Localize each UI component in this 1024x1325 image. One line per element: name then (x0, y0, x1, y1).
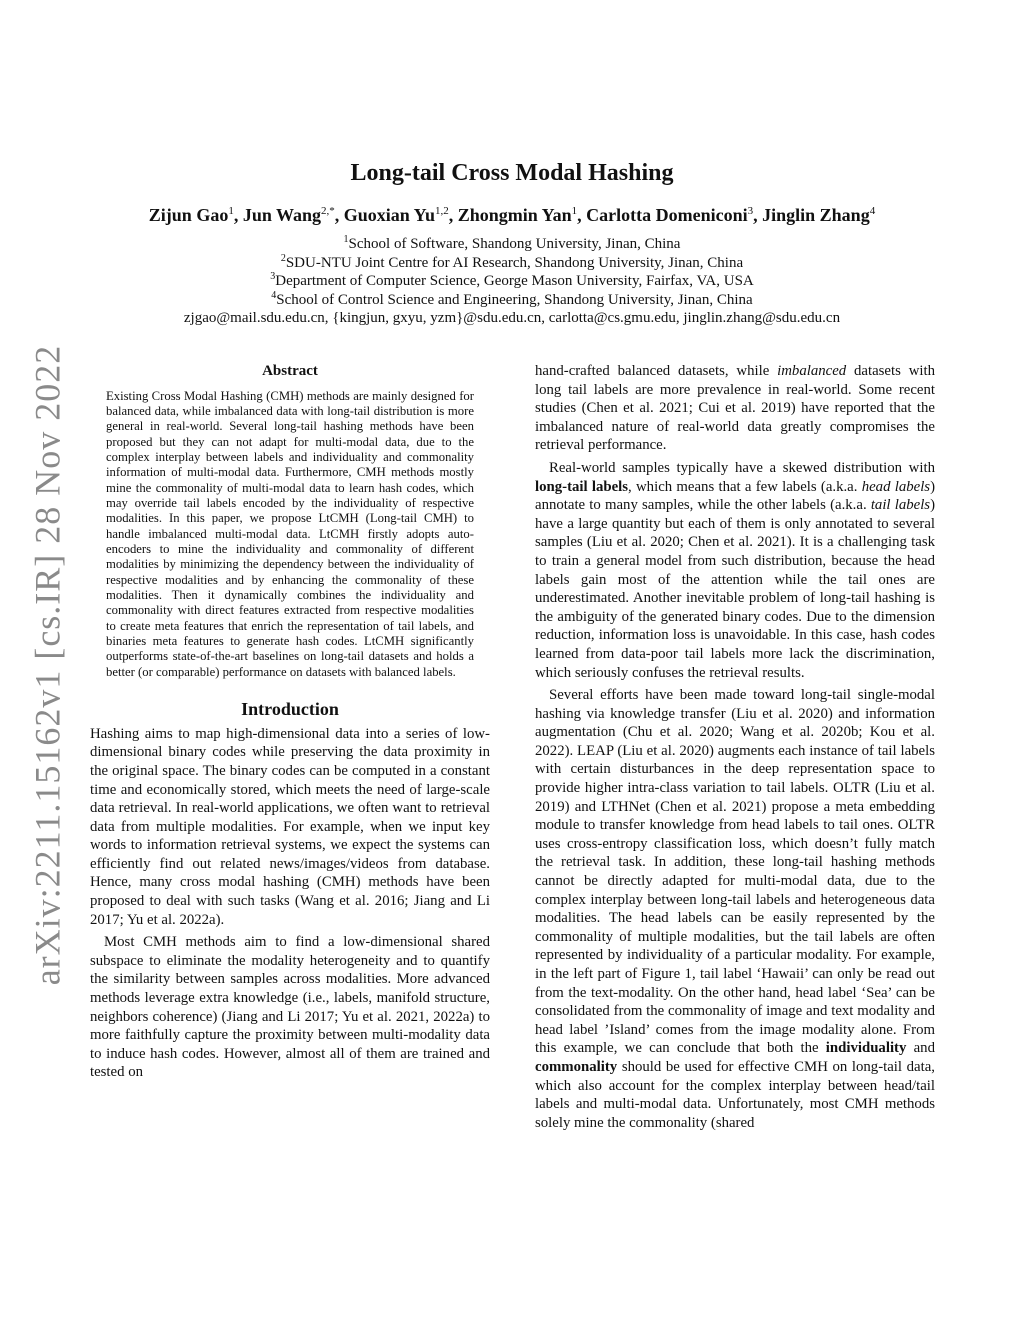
author: Zhongmin Yan$^1$ (457, 205, 578, 225)
right-column (535, 362, 935, 1136)
author-list: Zijun Gao$^1$, Jun Wang$^{2,*}$, Guoxian Yu$^{1,2}$, Zhongmin Yan$^1$, Carlotta Domeniconi$^3$, Jinglin Zhang$^4$ (148, 205, 876, 225)
author: Jinglin Zhang$^4$ (762, 205, 876, 225)
section-heading-introduction: Introduction (241, 699, 339, 720)
paper-title: Long-tail Cross Modal Hashing (350, 160, 674, 186)
paragraph: Real-world samples typically have a skewed distribution with long-tail labels, which means that a few labels (a.k.a. head labels) annotate to many samples, while the other labels (a.k.a. tail labels) have a large quantity but each of them is only annotated to several samples (Liu et al. 2020; Chen et al. 2021). It is a challenging task to train a general model from such distribution, because the head labels gain most of the attention while the tail ones are underestimated. Another inevitable problem of long-tail hashing is the ambiguity of the generated binary codes. Due to the dimension reduction, information loss is unavoidable. In this case, hash codes learned from data-poor tail labels more lack the discrimination, which seriously confuses the retrieval results. (535, 459, 935, 681)
paragraph: hand-crafted balanced datasets, while imbalanced datasets with long tail labels are more prevalence in real-world. Some recent studies (Chen et al. 2021; Cui et al. 2019) have reported that the imbalanced nature of real-world data greatly compromises the retrieval performance. (535, 363, 936, 454)
author: Guoxian Yu$^{1,2}$ (343, 205, 449, 225)
arxiv-identifier: arXiv:2211.15162v1 [cs.IR] 28 Nov 2022 (27, 344, 68, 986)
left-column (90, 362, 490, 1086)
paragraph: Hashing aims to map high-dimensional data into a series of low-dimensional binary codes while preserving the data proximity in the original space. The binary codes can be computed in a constant time and economically stored, which meets the need of large-scale data retrieval. In real-world applications, we often want to retrieval data from multiple modalities. For example, when we input key words to information retrieval systems, we expect the systems can efficiently find out related news/images/videos from database. Hence, many cross modal hashing (CMH) methods have been proposed to deal with such tasks (Wang et al. 2016; Jiang and Li 2017; Yu et al. 2022a). (90, 725, 490, 928)
author: Jun Wang$^{2,*}$ (242, 205, 335, 225)
affiliation: $^4$School of Control Science and Engineering, Shandong University, Jinan, China (271, 289, 753, 308)
author: Carlotta Domeniconi$^3$ (586, 205, 754, 225)
abstract-body: Existing Cross Modal Hashing (CMH) methods are mainly designed for balanced data, while imbalanced data with long-tail distribution is more general in real-world. Several long-tail hashing methods have been proposed but they can not adapt for multi-modal data, due to the complex interplay between labels and individuality and commonality information of multi-modal data. Furthermore, CMH methods mostly mine the commonality of multi-modal data to learn hash codes, which may override tail labels encoded by the individuality of respective modalities. In this paper, we propose LtCMH (Long-tail CMH) to handle imbalanced multi-modal data. LtCMH firstly adopts auto-encoders to mine the individuality and commonality of different modalities by minimizing the dependency between the individuality of respective modalities and by enhancing the commonality of these modalities. Then it dynamically combines the individuality and commonality with direct features extracted from respective modalities to create meta features that enrich the representation of tail labels, and binaries meta features to generate hash codes. LtCMH significantly outperforms state-of-the-art baselines on long-tail datasets and holds a better (or comparable) performance on datasets with balanced labels. (106, 388, 474, 679)
affiliation: $^2$SDU-NTU Joint Centre for AI Research, Shandong University, Jinan, China (280, 252, 744, 271)
affiliations (0, 235, 1024, 328)
arxiv-stamp (22, 345, 72, 985)
abstract (106, 362, 474, 680)
affiliation: $^1$School of Software, Shandong University, Jinan, China (343, 234, 681, 252)
abstract-heading: Abstract (262, 363, 318, 379)
paragraph: Most CMH methods aim to find a low-dimensional shared subspace to eliminate the modality heterogeneity and to quantify the similarity between samples across modalities. More advanced methods leverage extra knowledge (i.e., labels, manifold structure, neighbors coherence) (Jiang and Li 2017; Yu et al. 2021, 2022a) to more faithfully capture the proximity between multi-modality data to induce hash codes. However, almost all of them are trained and tested on (90, 934, 490, 1081)
author: Zijun Gao$^1$ (148, 205, 234, 225)
email-list: zjgao@mail.sdu.edu.cn, {kingjun, gxyu, yzm}@sdu.edu.cn, carlotta@cs.gmu.edu, jinglin.zhang@sdu.edu.cn (183, 310, 841, 326)
affiliation: $^3$Department of Computer Science, George Mason University, Fairfax, VA, USA (270, 271, 754, 289)
paragraph: Several efforts have been made toward long-tail single-modal hashing via knowledge transfer (Liu et al. 2020) and information augmentation (Chu et al. 2020; Wang et al. 2020b; Kou et al. 2022). LEAP (Liu et al. 2020) augments each instance of tail labels with certain disturbances in the deep representation space to provide higher intra-class variation to tail labels. OLTR (Liu et al. 2019) and LTHNet (Chen et al. 2021) propose a meta embedding module to transfer knowledge from head labels to tail ones. OLTR uses cross-entropy classification loss, which doesn’t fully match the retrieval task. In addition, these long-tail hashing methods cannot be directly adapted for multi-modal data, due to the complex interplay between long-tail labels and heterogeneous data modalities. The head labels can be easily represented by the commonality of multiple modalities, but the tail labels are often represented by individuality of a particular modality. For example, in the left part of Figure 1, tail label ‘Hawaii’ can only be read out from the text-modality. On the other hand, head label ‘Sea’ can be consolidated from the commonality of image and text modality and head label ’Island’ comes from the image modality alone. From this example, we can conclude that both the individuality and commonality should be used for effective CMH on long-tail data, which also account for the complex interplay between head/tail labels and multi-modal data. Unfortunately, most CMH methods solely mine the commonality (shared (535, 687, 935, 1131)
